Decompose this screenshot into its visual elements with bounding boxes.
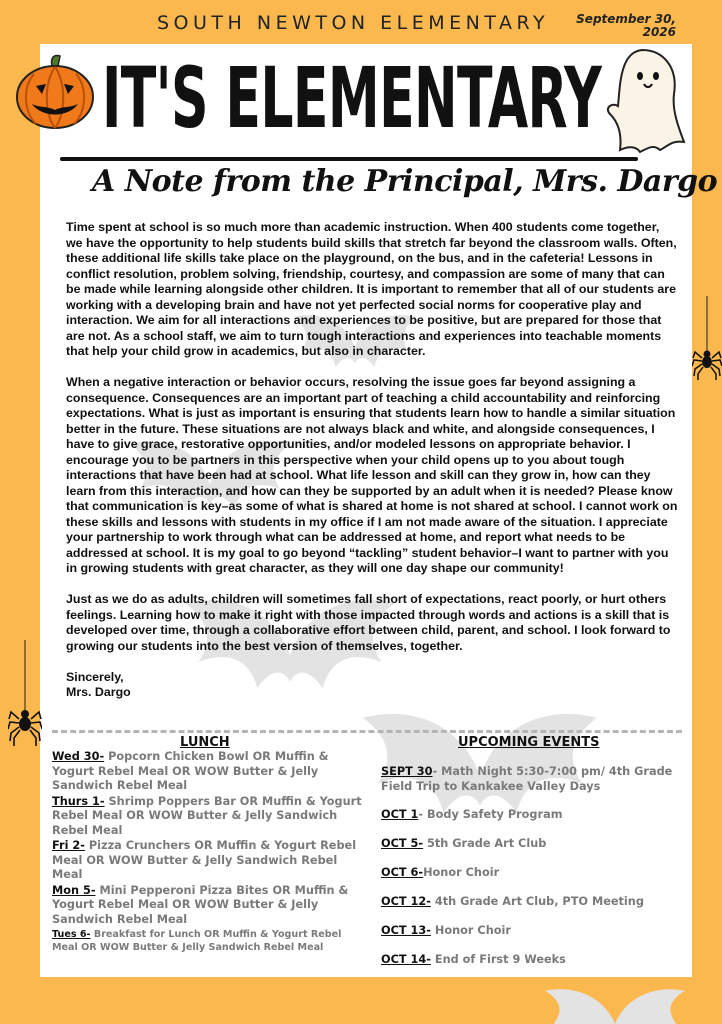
lunch-menu bbox=[52, 750, 364, 955]
lunch-item bbox=[52, 750, 364, 794]
event-text: Honor Choir bbox=[430, 924, 511, 937]
letter-paragraph-2: When a negative interaction or behavior occurs, resolving the issue goes far beyond assigning a consequence. Consequences are an important part of teaching a child accountability and reinforcing expectations. What is just as important is ensuring that students learn how to handle a similar situation better in the future. These situations are not always black and white, and alongside consequences, I have to give grace, restorative opportunities, and/or modeled lessons on appropriate behavior. I encourage you to be partners in this perspective when your child opens up to you about tough interactions that have been had at school. What life lesson and skill can they grow in, how can they learn from this interaction, and how can they be supported by an adult when it is needed? Please know that communication is key–as some of what is shared at home is not shared at school. I cannot work on these skills and lessons with students in my office if I am not made aware of the situation. I appreciate your partnership to work through what can be addressed at home, and report what needs to be addressed at school. It is my goal to go beyond “tackling” student behavior–I want to partner with you in growing students with great character, as they will one day shape our community! bbox=[66, 375, 678, 575]
event-item bbox=[381, 953, 681, 968]
letter-paragraph-1: Time spent at school is so much more than academic instruction. When 400 students come together, we have the opportunity to help students build skills that stretch far beyond the classroom walls. Often, these additional life skills take place on the playground, on the bus, and in the cafeteria! Lessons in conflict resolution, problem solving, friendship, courtesy, and compassion are some of many that can be made while learning alongside other children. It is important to remember that all of our students are working with a developing brain and have not yet perfected social norms for cooperative play and interaction. We aim for all interactions and experiences to be positive, but are prepared for those that are not. As a school staff, we aim to turn tough interactions and experiences into teachable moments that help your child grow in academics, but also in character. bbox=[66, 220, 677, 358]
event-date: SEPT 30 bbox=[381, 765, 433, 778]
event-date: OCT 13- bbox=[381, 924, 431, 937]
lunch-menu-text: Pizza Crunchers OR Muffin & Yogurt Rebel Meal OR WOW Butter & Jelly Sandwich Rebel Meal bbox=[52, 839, 357, 881]
title-rule bbox=[60, 157, 638, 161]
lunch-menu-text: Shrimp Poppers Bar OR Muffin & Yogurt Rebel Meal OR WOW Butter & Jelly Sandwich Rebel Meal bbox=[52, 794, 362, 837]
letter-signature: Mrs. Dargo bbox=[66, 685, 131, 699]
lunch-day: Wed 30- bbox=[52, 750, 105, 763]
lunch-item bbox=[52, 884, 364, 928]
lunch-item bbox=[52, 795, 364, 839]
lunch-day: Fri 2- bbox=[52, 839, 85, 852]
event-text: Honor Choir bbox=[423, 866, 500, 879]
ghost-icon bbox=[602, 46, 686, 154]
lunch-item bbox=[52, 839, 364, 883]
school-name: SOUTH NEWTON ELEMENTARY bbox=[157, 12, 550, 34]
event-text: - Math Night 5:30-7:00 pm/ 4th Grade Field Trip to Kankakee Valley Days bbox=[381, 765, 673, 793]
event-date: OCT 1 bbox=[381, 808, 419, 821]
lunch-menu-text: Popcorn Chicken Bowl OR Muffin & Yogurt Rebel Meal OR WOW Butter & Jelly Sandwich Rebel Meal bbox=[52, 750, 329, 792]
event-date: OCT 12- bbox=[381, 895, 431, 908]
event-item bbox=[381, 765, 681, 794]
lunch-day: Mon 5- bbox=[52, 883, 96, 897]
event-date: OCT 5- bbox=[381, 837, 424, 850]
event-date: OCT 14- bbox=[381, 953, 431, 966]
lunch-heading: LUNCH bbox=[180, 735, 230, 750]
event-date: OCT 6- bbox=[381, 866, 424, 879]
pumpkin-icon bbox=[14, 52, 96, 130]
event-item bbox=[381, 866, 681, 881]
event-item bbox=[381, 895, 681, 910]
spider-icon bbox=[692, 296, 722, 386]
lunch-menu-text: Breakfast for Lunch OR Muffin & Yogurt Rebel Meal OR WOW Butter & Jelly Sandwich Rebel Meal bbox=[52, 929, 342, 953]
event-item bbox=[381, 837, 681, 852]
event-text: - Body Safety Program bbox=[418, 808, 563, 821]
masthead-title: IT'S ELEMENTARY bbox=[102, 49, 602, 147]
spider-icon bbox=[8, 640, 42, 750]
principal-note-title: A Note from the Principal, Mrs. Dargo bbox=[92, 164, 718, 199]
letter-closing: Sincerely, bbox=[66, 669, 124, 684]
letter-signoff bbox=[66, 670, 678, 701]
event-text: 4th Grade Art Club, PTO Meeting bbox=[430, 895, 644, 908]
bat-icon bbox=[545, 975, 685, 1024]
letter-paragraph-3: Just as we do as adults, children will sometimes fall short of expectations, react poorly, or hurt others feelings. Learning how to make it right with those impacted through words and actions is a skill that is developed over time, through a collaborative effort between child, parent, and school. I look forward to growing our students into the best version of themselves, together. bbox=[66, 592, 671, 653]
lunch-day: Tues 6- bbox=[52, 929, 91, 940]
section-divider bbox=[52, 730, 682, 733]
event-item bbox=[381, 924, 681, 939]
event-text: End of First 9 Weeks bbox=[430, 953, 566, 966]
principal-letter bbox=[66, 220, 678, 701]
lunch-day: Thurs 1- bbox=[52, 794, 105, 808]
issue-date: September 30, 2026 bbox=[576, 12, 676, 39]
event-text: 5th Grade Art Club bbox=[423, 837, 547, 850]
lunch-menu-text: Mini Pepperoni Pizza Bites OR Muffin & Yogurt Rebel Meal OR WOW Butter & Jelly Sandwich Rebel Meal bbox=[52, 883, 349, 926]
lunch-item bbox=[52, 928, 364, 954]
event-item bbox=[381, 808, 681, 823]
events-heading: UPCOMING EVENTS bbox=[458, 735, 600, 750]
